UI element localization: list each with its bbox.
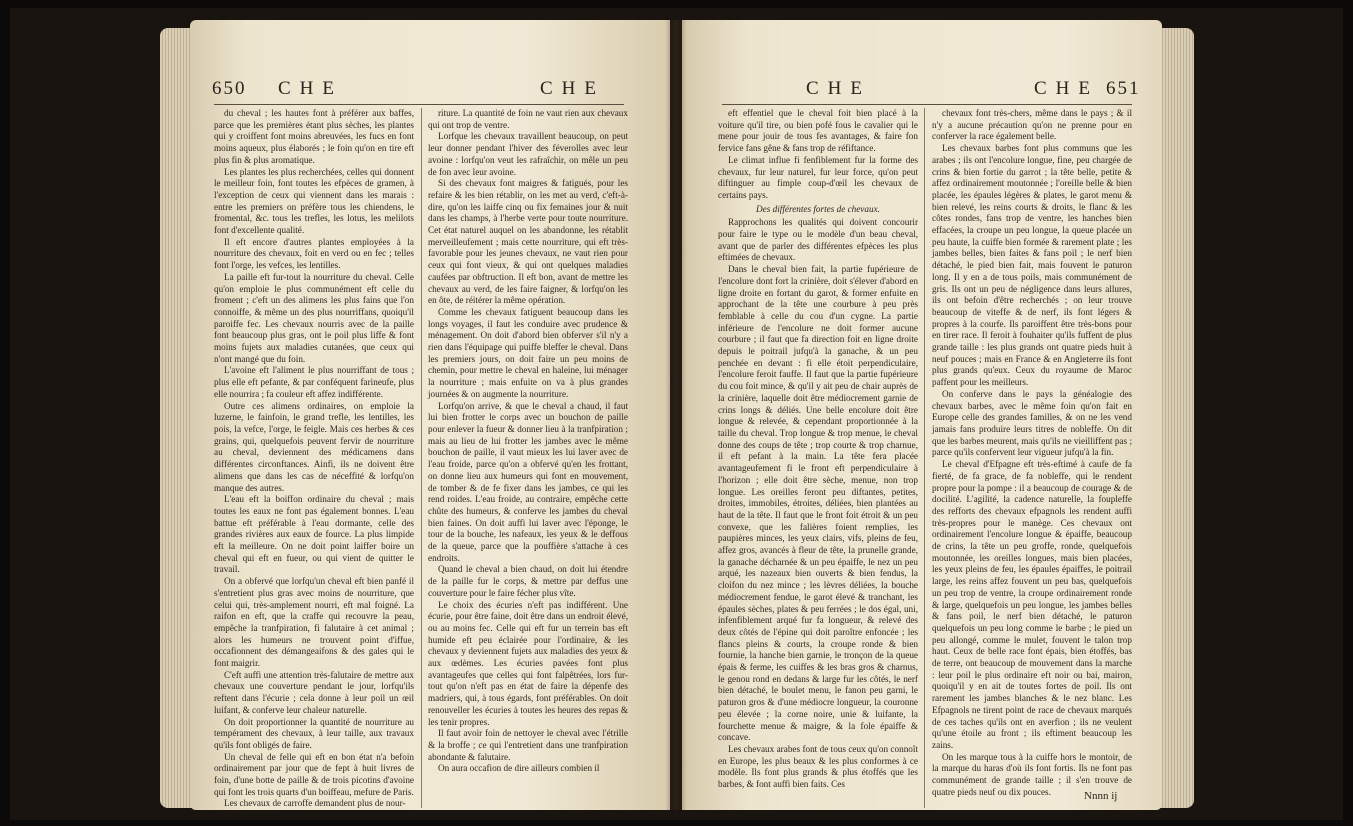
paragraph: On les marque tous à la cuiffe hors le montoir, de la marque du haras d'où ils font fortis. Ils ne font pas communément de grande taille ; il s'en trouve de quatre pieds neuf ou dix pouces. bbox=[932, 751, 1132, 797]
paragraph: Lorfqu'on arrive, & que le cheval a chaud, il faut lui bien frotter le corps avec un bouchon de paille pour enlever la fueur & donner lieu à la tranfpiration ; mais au lieu de lui frotter les jambes avec le même bouchon de paille, il vaut mieux les lui laver avec de l'eau froide, parce qu'on a obfervé qu'en les frottant, on donne lieu aux humeurs qui font en mouvement, de tomber & de fe fixer dans les jambes, ce qui les rend roides. L'eau froide, au contraire, empêche cette chûte des humeurs, & conferve les jambes du cheval bien faines. On doit auffi lui laver avec l'éponge, le tour de la bouche, les nafeaux, les yeux & le deffous de la queue, parce que la pouffière s'attache à ces endroits. bbox=[428, 400, 628, 563]
paragraph: Il faut avoir foin de nettoyer le cheval avec l'étrille & la broffe ; ce qui l'entretient dans une tranfpiration abondante & falutaire. bbox=[428, 728, 628, 762]
running-head: CHE bbox=[806, 78, 871, 99]
left-page bbox=[190, 20, 670, 810]
left-page-stack bbox=[160, 28, 194, 808]
column-rule bbox=[421, 108, 422, 808]
header-rule bbox=[214, 104, 624, 105]
paragraph: Les chevaux barbes font plus communs que les arabes ; ils ont l'encolure longue, fine, peu chargée de crins & bien fortie du garrot ; la tête belle, petite & affez ordinairement moutonnée ; l'oreille belle & bien placée, les épaules légères & plates, le garot menu & bien relevé, les reins courts & droits, le flanc & les côtes rondes, fans trop de ventre, les hanches bien effacées, la croupe un peu longue, la queue placée un peu haute, la cuiffe bien formée & rarement plate ; les jambes belles, bien faites & fans poil ; le nerf bien détaché, le pied bien fait, mais fouvent le paturon long. Il y en a de tous poils, mais communément de gris. Ils ont un peu de négligence dans leurs allures, ils ont befoin d'être recherchés ; on leur trouve beaucoup de viteffe & de nerf, ils font légers & propres à la courfe. Ils paroiffent être très-bons pour en tirer race. Il feroit à fouhaiter qu'ils fuffent de plus grande taille : les plus grands ont quatre pieds huit à neuf pouces ; mais en France & en Angleterre ils font plus grands qu'eux. Ceux du royaume de Maroc paffent pour les meilleurs. bbox=[932, 143, 1132, 388]
right-header bbox=[722, 78, 1142, 100]
paragraph: On doit proportionner la quantité de nourriture au tempérament des chevaux, à leur taille, aux travaux qu'ils font obligés de faire. bbox=[214, 716, 414, 750]
paragraph: L'eau eft la boiffon ordinaire du cheval ; mais toutes les eaux ne font pas également bonnes. L'eau battue eft préférable à l'eau dormante, celle des grandes rivières aux eaux de fource. La plus limpide eft la meilleure. On ne doit point laiffer boire un cheval qui eft en fueur, ou qui vient de quitter le travail. bbox=[214, 494, 414, 575]
paragraph: Des différentes fortes de chevaux. bbox=[756, 203, 880, 214]
paragraph: Comme les chevaux fatiguent beaucoup dans les longs voyages, il faut les conduire avec prudence & ménagement. On doit d'abord bien obferver s'il n'y a rien dans l'équipage qui puiffe bleffer le cheval. Dans les premiers jours, on doit faire un peu moins de chemin, pour mettre le cheval en haleine, lui ménager la nourriture ; mais enfuite on va à plus grandes journées & on augmente la nourriture. bbox=[428, 306, 628, 399]
paragraph: Les plantes les plus recherchées, celles qui donnent le meilleur foin, font toutes les efpèces de gramen, à l'exception de ceux qui viennent dans les marais : entre les premiers on préfère tous les chiendens, le fromental, &c. tous les trefles, les lotus, les melilots font d'excellente qualité. bbox=[214, 166, 414, 236]
column-rule bbox=[924, 108, 925, 808]
page-number: 651 bbox=[1106, 78, 1141, 99]
paragraph: du cheval ; les hautes font à préférer aux baffes, parce que les premières étant plus sèches, les plantes qui y croiffent font moins abreuvées, les fucs en font moins aqueux, plus élaborés ; le foin qu'on en tire eft plus fin & plus aromatique. bbox=[214, 108, 414, 165]
right-column-2 bbox=[932, 108, 1132, 798]
running-head: CHE bbox=[278, 78, 343, 99]
paragraph: L'avoine eft l'aliment le plus nourriffant de tous ; plus elle eft pefante, & par conféquent farineufe, plus elle nourrira ; fa couleur eft affez indifférente. bbox=[214, 365, 414, 399]
paragraph: La paille eft fur-tout la nourriture du cheval. Celle qu'on emploie le plus communément eft celle du froment ; c'eft un des alimens les plus fains que l'on connoiffe, & même un des plus nourriffans, quoiqu'il paroiffe fec. Les chevaux nourris avec de la paille font beaucoup plus gras, ont le poil plus liffe & font moins fujets aux maladies cutanées, que ceux qui n'ont mangé que du foin. bbox=[214, 271, 414, 364]
paragraph: Si des chevaux font maigres & fatigués, pour les refaire & les bien rétablir, on les met au verd, c'eft-à-dire, qu'on les laiffe cinq ou fix femaines jour & nuit dans les champs, à l'herbe verte pour toute nourriture. Cet état naturel auquel on les abandonne, les rétablit merveilleufement ; mais cette nourriture, qui eft très-favorable pour les jeunes chevaux, ne vaut rien pour ceux qui font vieux, & qui ont quelques maladies caufées par obftruction. Il eft bon, avant de mettre les chevaux au verd, de les faire faigner, & lorfqu'on les en ôte, de réitérer la même opération. bbox=[428, 178, 628, 306]
paragraph: On a obfervé que lorfqu'un cheval eft bien panfé il s'entretient plus gras avec moins de nourriture, que celui qui, très-amplement nourri, eft mal foigné. La raifon en eft, que la craffe qui recouvre la peau, empêche la tranfpiration, fi falutaire à cet animal ; alors les humeurs ne trouvent point d'iffue, occafionnent des démangeaifons & des gales qui le font maigrir. bbox=[214, 576, 414, 669]
running-head: CHE bbox=[540, 78, 605, 99]
paragraph: Un cheval de felle qui eft en bon état n'a befoin ordinairement par jour que de fept à huit livres de foin, d'une botte de paille & de trois picotins d'avoine qui font les trois quarts d'un boiffeau, mefure de Paris. bbox=[214, 751, 414, 797]
paragraph: Dans le cheval bien fait, la partie fupérieure de l'encolure dont fort la crinière, doit s'élever d'abord en ligne droite en fortant du garot, & former enfuite en approchant de la tête une courbure à peu près femblable à celle du cou d'un cygne. La partie inférieure de l'encolure ne doit former aucune courbure ; il faut que fa direction foit en ligne droite depuis le poitrail jufqu'à la ganache, & un peu penchée en devant : fi elle étoit perpendiculaire, l'encolure feroit fauffe. Il faut que la partie fupérieure du cou foit mince, & qu'il y ait peu de chair auprès de la crinière, laquelle doit être médiocrement garnie de crins longs & déliés. Une belle encolure doit être longue & relevée, & cependant proportionnée à la taille du cheval. Trop longue & trop menue, le cheval donne des coups de tête ; trop courte & trop charnue, il eft pefant à la main. La tête fera placée avantageufement fi le front eft perpendiculaire à l'horizon ; elle doit être sèche, menue, non trop longue. Les oreilles feront peu diftantes, petites, droites, immobiles, étroites, déliées, bien plantées au haut de la tête. Il faut que le front foit étroit & un peu convexe, que les falières foient remplies, les paupières minces, les yeux clairs, vifs, pleins de feu, affez gros, avancés à fleur de tête, la prunelle grande, la ganache décharnée & un peu épaiffe, le nez un peu arqué, les nazeaux bien ouverts & bien fendus, la cloifon du nez mince ; les lèvres déliées, la bouche médiocrement fendue, le garot élevé & tranchant, les épaules sèches, plates & peu ferrées ; le dos égal, uni, infenfiblement arqué fur fa longueur, & relevé des deux côtés de l'épine qui doit paroître enfoncée ; les flancs pleins & courts, la croupe ronde & bien fournie, la hanche bien garnie, le tronçon de la queue épais & ferme, les cuiffes & les bras gros & charnus, le genou rond en dedans & large fur les côtés, le nerf bien détaché, le boulet menu, le fanon peu garni, le paturon gros & d'une médiocre longueur, la couronne peu élevée ; la corne noire, unie & luifante, la fourchette menue & maigre, & la fole épaiffe & concave. bbox=[718, 264, 918, 743]
paragraph: eft effentiel que le cheval foit bien placé à la voiture qu'il tire, ou bien pofé fous le cavalier qui le mene pour jouir de tous fes avantages, & faire fon fervice fans gêne & fans trop de réfiftance. bbox=[718, 108, 918, 154]
right-page-stack bbox=[1160, 28, 1194, 808]
paragraph: riture. La quantité de foin ne vaut rien aux chevaux qui ont trop de ventre. bbox=[428, 108, 628, 130]
book-gutter bbox=[665, 20, 687, 810]
paragraph: On aura occafion de dire ailleurs combien il bbox=[438, 763, 600, 774]
header-rule bbox=[722, 104, 1132, 105]
left-column-1 bbox=[214, 108, 414, 810]
running-head: CHE bbox=[1034, 78, 1099, 99]
right-page bbox=[682, 20, 1162, 810]
page-number: 650 bbox=[212, 78, 247, 99]
paragraph: Le choix des écuries n'eft pas indifférent. Une écurie, pour être faine, doit être dans un endroit élevé, ou au moins fec. Celle qui eft fur un terrein bas eft humide eft peu éclairée pour l'ordinaire, & les chevaux y deviennent fujets aux maladies des yeux & aux œdèmes. Les écuries pavées font plus avantageufes que celles qui font falpêtrées, lors fur-tout qu'on n'eft pas en état de faire la dépenfe des madriers, qui, à tous égards, font préférables. On doit renouveller les écuries à toutes les heures des repas & les tenir propres. bbox=[428, 599, 628, 727]
paragraph: Rapprochons les qualités qui doivent concourir pour faire le type ou le modèle d'un beau cheval, avant que de parler des différentes efpèces les plus eftimées de chevaux. bbox=[718, 217, 918, 263]
paragraph: Les chevaux de carroffe demandent plus de nour- bbox=[224, 798, 406, 809]
paragraph: chevaux font très-chers, même dans le pays ; & il n'y a aucune précaution qu'on ne prenne pour en conferver la race également belle. bbox=[932, 108, 1132, 142]
paragraph: Le cheval d'Efpagne eft très-eftimé à caufe de fa fierté, de fa grace, de fa nobleffe, qui le rendent propre pour la pompe : il a beaucoup de courage & de docilité. L'agilité, la cadence naturelle, la foupleffe des refforts des chevaux efpagnols les rendent auffi très-propres pour le manège. Ces chevaux ont ordinairement l'encolure longue & épaiffe, beaucoup de crins, la tête un peu groffe, ronde, quelquefois moutonnée, les oreilles longues, mais bien placées, les yeux pleins de feu, les épaules épaiffes, le poitrail large, les reins affez fouvent un peu bas, quelquefois un peu trop de ventre, la croupe ordinairement ronde & large, quelquefois un peu longue, les jambes belles & fans poil, le nerf bien détaché, le paturon quelquefois un peu long comme le barbe ; le pied un peu allongé, comme le mulet, fouvent le talon trop haut. Ceux de belle race font épais, bien étoffés, bas de terre, ont beaucoup de mouvement dans la marche : leur poil le plus ordinaire eft noir ou bai, mairon, quoiqu'il y en ait de toutes fortes de poil. Ils ont rarement les jambes blanches & le nez blanc. Les Efpagnols ne tirent point de race de chevaux marqués de ces taches qu'ils ont en averfion ; ils ne veulent qu'une étoile au front ; ils eftiment beaucoup les zains. bbox=[932, 459, 1132, 750]
signature-mark: Nnnn ij bbox=[1084, 790, 1118, 802]
paragraph: On conferve dans le pays la généalogie des chevaux barbes, avec le même foin qu'on fait en Europe celle des grandes familles, & on ne les vend jamais fans produire leurs titres de nobleffe. On dit que les barbes meurent, mais qu'ils ne vieilliffent pas ; parce qu'ils confervent leur vigueur jufqu'à la fin. bbox=[932, 388, 1132, 458]
left-column-2 bbox=[428, 108, 628, 775]
paragraph: Quand le cheval a bien chaud, on doit lui étendre de la paille fur le corps, & mettre par deffus une couverture pour le faire fécher plus vîte. bbox=[428, 564, 628, 598]
open-book bbox=[10, 8, 1343, 820]
paragraph: Outre ces alimens ordinaires, on emploie la luzerne, le fainfoin, le grand trefle, les lentilles, les pois, la vefce, l'orge, le feigle. Mais ces herbes & ces grains, qui, quelquefois peuvent fervir de nourriture au cheval, deviennent des médicamens dans différentes circonftances. Ainfi, ils ne doivent être alimens que dans les cas de néceffité & lorfqu'on manque des autres. bbox=[214, 400, 414, 493]
right-column-1 bbox=[718, 108, 918, 791]
paragraph: C'eft auffi une attention très-falutaire de mettre aux chevaux une couverture pendant le jour, lorfqu'ils reftent dans l'écurie ; cela donne à leur poil un œil luifant, & conferve leur chaleur naturelle. bbox=[214, 669, 414, 715]
paragraph: Les chevaux arabes font de tous ceux qu'on connoît en Europe, les plus beaux & les plus conformes à ce modèle. Ils font plus grands & plus étoffés que les barbes, & font auffi bien faits. Ces bbox=[718, 743, 918, 790]
paragraph: Il eft encore d'autres plantes employées à la nourriture des chevaux, foit en verd ou en fec ; telles font l'orge, les vefces, les lentilles. bbox=[214, 236, 414, 271]
paragraph: Lorfque les chevaux travaillent beaucoup, on peut leur donner pendant l'hiver des féverolles avec leur avoine : lorfqu'on veut les rafraîchir, on mêle un peu de fon avec leur avoine. bbox=[428, 131, 628, 177]
paragraph: Le climat influe fi fenfiblement fur la forme des chevaux, fur leur naturel, fur leur force, qu'on peut diftinguer au fimple coup-d'œil les chevaux de certains pays. bbox=[718, 154, 918, 200]
left-header bbox=[212, 78, 632, 100]
